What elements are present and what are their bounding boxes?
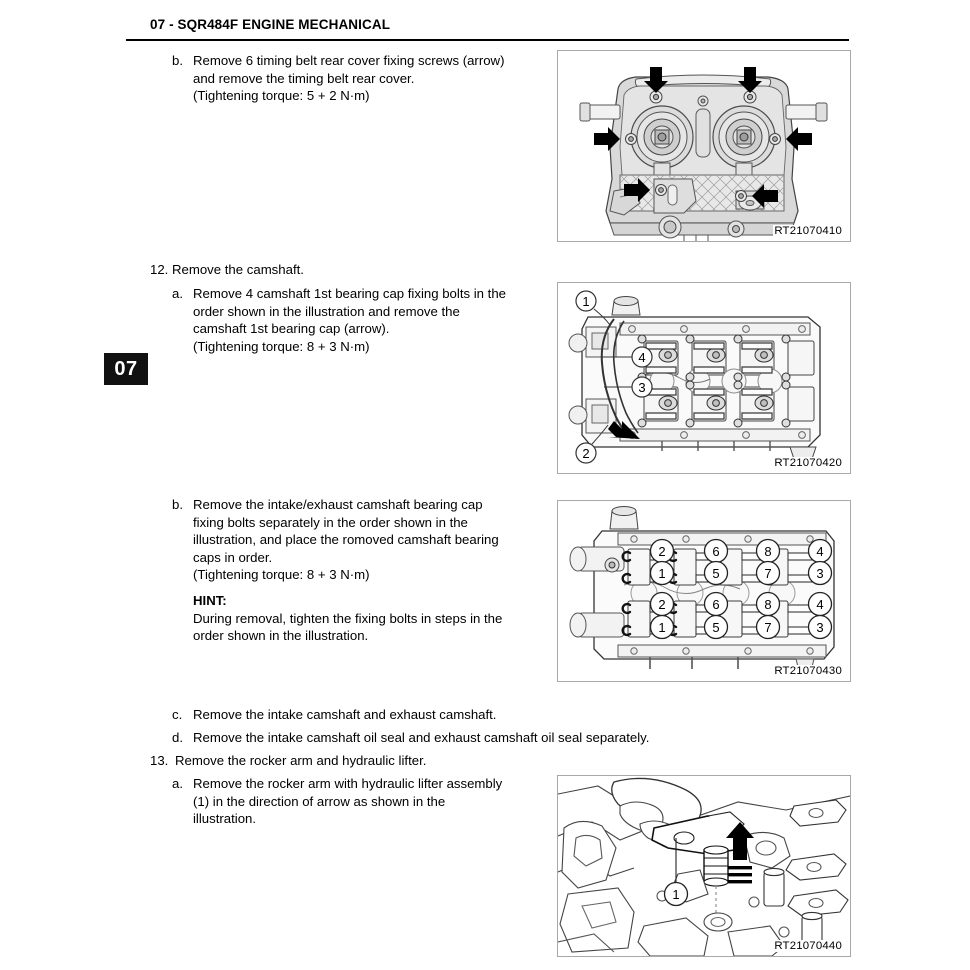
step-line: order shown in the illustration and remove the — [193, 303, 460, 319]
svg-text:1: 1 — [658, 620, 666, 635]
step-line: and remove the timing belt rear cover. — [193, 70, 415, 86]
figure-rocker-arm-removal — [557, 775, 851, 957]
step-line: Remove the rocker arm and hydraulic lifter. — [175, 753, 427, 768]
figure-4-drawing — [558, 776, 850, 956]
step-line: (Tightening torque: 8 + 3 N·m) — [193, 338, 370, 354]
step-line: Remove the camshaft. — [172, 262, 304, 277]
figure-3-drawing — [558, 501, 850, 681]
svg-text:6: 6 — [712, 597, 720, 612]
step-marker: b. — [172, 53, 183, 68]
figure-code: RT21070420 — [774, 457, 842, 469]
chapter-tab: 07 — [104, 353, 148, 385]
header-divider — [126, 39, 849, 41]
svg-text:7: 7 — [764, 566, 772, 581]
figure-code: RT21070410 — [774, 225, 842, 237]
step-marker: d. — [172, 730, 183, 745]
figure-1-drawing — [558, 51, 850, 241]
figure-2-drawing — [558, 283, 850, 473]
step-marker: a. — [172, 776, 183, 791]
svg-text:5: 5 — [712, 566, 720, 581]
svg-text:4: 4 — [638, 350, 646, 365]
step-line: Remove the intake camshaft and exhaust camshaft. — [193, 707, 497, 722]
svg-text:2: 2 — [658, 597, 666, 612]
step-line: caps in order. — [193, 549, 273, 565]
svg-text:4: 4 — [816, 597, 824, 612]
step-line: Remove the intake/exhaust camshaft bearing cap — [193, 497, 483, 512]
step-line: fixing bolts separately in the order shown in the — [193, 514, 468, 530]
step-line: Remove 4 camshaft 1st bearing cap fixing bolts in the — [193, 286, 507, 301]
svg-text:5: 5 — [712, 620, 720, 635]
hint-line: During removal, tighten the fixing bolts in steps in the — [193, 610, 503, 626]
step-line: (1) in the direction of arrow as shown in the — [193, 793, 446, 809]
figure-camshaft-bearing-cap-bolt-order — [557, 500, 851, 682]
svg-text:2: 2 — [658, 544, 666, 559]
svg-text:7: 7 — [764, 620, 772, 635]
page-title: 07 - SQR484F ENGINE MECHANICAL — [150, 17, 391, 32]
svg-text:8: 8 — [764, 544, 772, 559]
svg-text:3: 3 — [816, 566, 824, 581]
step-line: Remove 6 timing belt rear cover fixing screws (arrow) — [193, 53, 505, 68]
step-line: (Tightening torque: 8 + 3 N·m) — [193, 567, 370, 583]
step-line: illustration. — [193, 811, 257, 827]
step-line: illustration, and place the romoved camshaft bearing — [193, 532, 499, 548]
figure-timing-belt-rear-cover — [557, 50, 851, 242]
svg-text:3: 3 — [638, 380, 646, 395]
step-marker: c. — [172, 707, 183, 722]
figure-code: RT21070440 — [774, 940, 842, 952]
svg-text:1: 1 — [658, 566, 666, 581]
step-marker: 12. — [150, 262, 169, 277]
hint-line: order shown in the illustration. — [193, 628, 369, 644]
svg-text:6: 6 — [712, 544, 720, 559]
svg-text:1: 1 — [582, 294, 590, 309]
step-line: Remove the intake camshaft oil seal and exhaust camshaft oil seal separately. — [193, 730, 650, 745]
step-marker: b. — [172, 497, 183, 512]
step-line: camshaft 1st bearing cap (arrow). — [193, 321, 390, 337]
step-marker: 13. — [150, 753, 169, 768]
step-line: (Tightening torque: 5 + 2 N·m) — [193, 88, 370, 104]
svg-text:1: 1 — [672, 887, 680, 902]
svg-text:2: 2 — [582, 446, 590, 461]
step-marker: a. — [172, 286, 183, 301]
hint-label: HINT: — [193, 593, 227, 608]
step-line: Remove the rocker arm with hydraulic lifter assembly — [193, 776, 503, 791]
figure-code: RT21070430 — [774, 665, 842, 677]
svg-text:8: 8 — [764, 597, 772, 612]
svg-text:3: 3 — [816, 620, 824, 635]
svg-text:4: 4 — [816, 544, 824, 559]
figure-camshaft-1st-bearing-cap — [557, 282, 851, 474]
